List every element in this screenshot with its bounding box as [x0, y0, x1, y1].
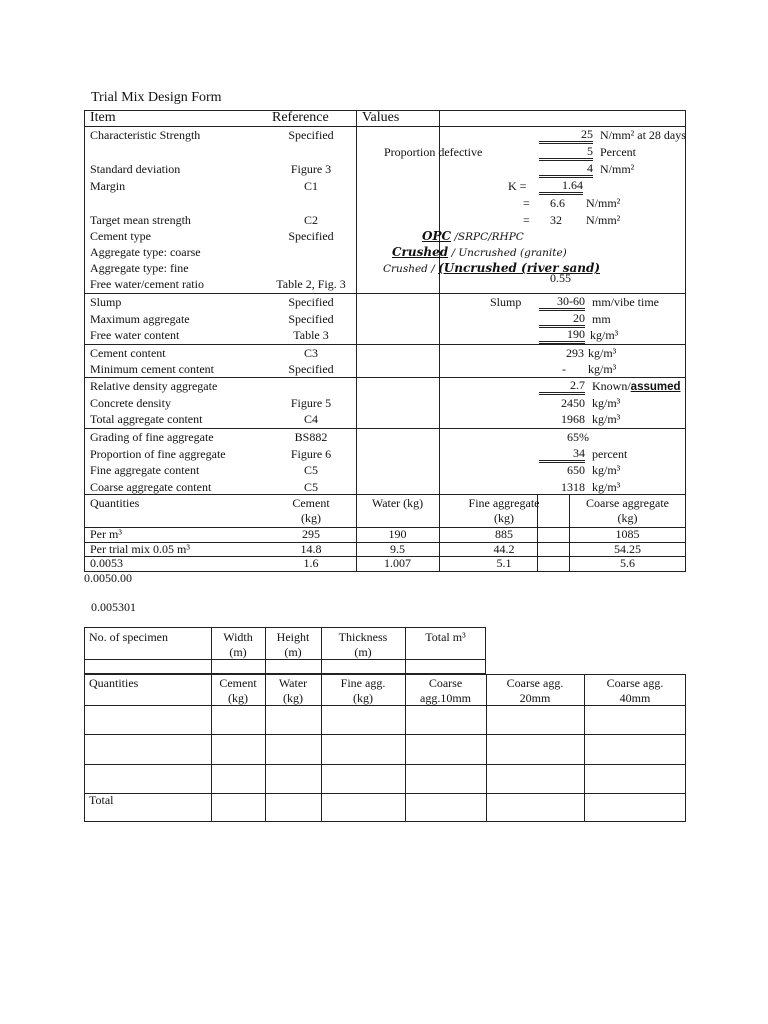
equals: =	[523, 196, 530, 210]
quantities-label: Quantities	[90, 496, 140, 510]
known-label: Known/	[592, 379, 631, 393]
col-fine-unit: (kg)	[494, 511, 514, 525]
cell-coarse: 1085	[615, 527, 640, 541]
col-coarse: Coarse aggregate	[586, 496, 669, 510]
row-margin-result	[84, 195, 686, 212]
row-cement-type	[84, 228, 686, 245]
coarse-selected: Crushed	[392, 245, 449, 259]
coarse-options: / Uncrushed (granite)	[448, 247, 567, 259]
value: 650	[567, 463, 585, 477]
cell-water: 9.5	[390, 542, 405, 556]
item-label: Proportion of fine aggregate	[90, 447, 226, 461]
fine-selected: (Uncrushed (river sand)	[438, 261, 601, 275]
item-label: Grading of fine aggregate	[90, 430, 214, 444]
no-of-specimen: No. of specimen	[89, 630, 168, 644]
col-total-m3: Total m³	[425, 630, 466, 644]
col-fine-agg-unit: (kg)	[353, 691, 373, 705]
ref-label: Table 3	[293, 328, 329, 342]
quantities-row-per-m3	[84, 527, 686, 542]
unit: kg/m³	[590, 328, 619, 342]
value: 2450	[561, 396, 585, 410]
ref-label: Figure 6	[290, 447, 332, 461]
row-margin	[84, 178, 686, 195]
row-label: Per trial mix 0.05 m³	[90, 542, 190, 556]
item-label: Total aggregate content	[90, 412, 203, 426]
col-cement: Cement	[292, 496, 330, 510]
value: 0.55	[550, 271, 571, 285]
header-values: Values	[362, 110, 400, 125]
cell-water: 1.007	[384, 556, 411, 570]
header-item: Item	[90, 110, 116, 125]
unit: kg/m³	[592, 463, 621, 477]
ref-label: C5	[303, 480, 318, 494]
ref-label: C2	[303, 213, 318, 227]
item-label: Free water content	[90, 328, 180, 342]
opc-selected: OPC	[422, 229, 452, 243]
specimen-table	[84, 627, 686, 822]
row-grading-fine	[84, 429, 686, 446]
row-concrete-density	[84, 395, 686, 412]
row-label: 0.0053	[90, 556, 123, 570]
value: 6.6	[550, 196, 565, 210]
unit: mm/vibe time	[592, 295, 659, 309]
k-value: 1.64	[539, 178, 583, 195]
cell-coarse: 54.25	[614, 542, 641, 556]
row-coarse-content	[84, 479, 686, 496]
cell-water: 190	[388, 527, 407, 541]
col-height-unit: (m)	[284, 645, 302, 659]
quantities-header	[84, 495, 686, 527]
label: Proportion defective	[384, 145, 483, 159]
header-reference: Reference	[272, 110, 329, 125]
row-characteristic-strength	[84, 127, 686, 144]
note-1: 0.0050.00	[84, 571, 132, 585]
col-water-unit: (kg)	[283, 691, 303, 705]
note-2: 0.005301	[91, 600, 136, 614]
col-coarse-40: Coarse agg.	[606, 676, 664, 690]
col-width-unit: (m)	[229, 645, 247, 659]
col-fine: Fine aggregate	[468, 496, 540, 510]
col-cement-unit: (kg)	[228, 691, 248, 705]
ref-label: Table 2, Fig. 3	[276, 277, 346, 291]
cell-fine: 44.2	[493, 542, 515, 556]
row-aggregate-coarse	[84, 244, 686, 261]
row-label: Per m³	[90, 527, 122, 541]
ref-label: C5	[303, 463, 318, 477]
row-target-mean-strength	[84, 212, 686, 229]
ref-label: Specified	[288, 312, 334, 326]
col-coarse-20: Coarse agg.	[506, 676, 564, 690]
item-label: Coarse aggregate content	[90, 480, 212, 494]
unit: kg/m³	[592, 396, 621, 410]
value: 4	[539, 161, 593, 178]
quantities-label: Quantities	[89, 676, 139, 690]
cell-cement: 14.8	[300, 542, 322, 556]
value: 190	[539, 327, 585, 344]
item-label: Aggregate type: coarse	[90, 245, 201, 259]
row-maximum-aggregate	[84, 311, 686, 328]
mix-design-table	[84, 110, 686, 572]
ref-label: Figure 3	[290, 162, 332, 176]
value: 25	[539, 127, 593, 144]
item-label: Minimum cement content	[90, 362, 214, 376]
value: 2.7	[539, 378, 585, 395]
value: 1318	[561, 480, 585, 494]
unit: N/mm²	[586, 213, 621, 227]
item-label: Target mean strength	[90, 213, 191, 227]
value: 20	[539, 311, 585, 328]
value: 5	[539, 144, 593, 161]
row-total-aggregate	[84, 411, 686, 428]
ref-label: C3	[303, 346, 318, 360]
ref-label: Specified	[288, 295, 334, 309]
row-proportion-fine	[84, 446, 686, 463]
row-free-water-content	[84, 327, 686, 344]
value: 30-60	[539, 294, 585, 311]
value: -	[562, 362, 566, 376]
unit: kg/m³	[592, 412, 621, 426]
cell-fine: 885	[495, 527, 513, 541]
ref-label: Specified	[288, 128, 334, 142]
row-standard-deviation	[84, 161, 686, 178]
col-height: Height	[276, 630, 310, 644]
row-relative-density	[84, 378, 686, 395]
ref-label: Specified	[288, 362, 334, 376]
row-fine-content	[84, 462, 686, 479]
cell-cement: 1.6	[303, 556, 319, 570]
row-free-water-cement-ratio	[84, 271, 686, 293]
assumed-selected: assumed	[630, 381, 681, 393]
cell-cement: 295	[302, 527, 320, 541]
col-water: Water (kg)	[371, 496, 424, 510]
slump-label: Slump	[490, 295, 522, 309]
col-thickness-unit: (m)	[354, 645, 372, 659]
item-label: Fine aggregate content	[90, 463, 200, 477]
unit: N/mm²	[586, 196, 621, 210]
item-label: Maximum aggregate	[90, 312, 190, 326]
item-label: Standard deviation	[90, 162, 181, 176]
unit: N/mm² at 28 days	[600, 128, 686, 142]
value: 34	[539, 446, 585, 463]
row-minimum-cement-content	[84, 361, 686, 378]
item-label: Concrete density	[90, 396, 171, 410]
unit: kg/m³	[588, 346, 617, 360]
item-label: Relative density aggregate	[90, 379, 218, 393]
fine-options: Crushed /	[383, 263, 439, 275]
ref-label: C1	[303, 179, 318, 193]
ref-label: Specified	[288, 229, 334, 243]
item-label: Characteristic Strength	[90, 128, 201, 142]
item-label: Cement content	[90, 346, 166, 360]
value: 65%	[567, 430, 589, 444]
row-proportion-defective	[84, 144, 686, 161]
item-label: Margin	[90, 179, 126, 193]
row-cement-content	[84, 345, 686, 362]
unit: Percent	[600, 145, 636, 159]
row-aggregate-fine	[84, 260, 686, 277]
total-label: Total	[89, 793, 114, 807]
ref-label: Figure 5	[290, 396, 332, 410]
cell-fine: 5.1	[496, 556, 512, 570]
cement-options: /SRPC/RHPC	[451, 231, 524, 243]
form-title: Trial Mix Design Form	[91, 90, 222, 105]
cell-coarse: 5.6	[620, 556, 635, 570]
value: 293	[566, 346, 584, 360]
col-cement: Cement	[219, 676, 257, 690]
unit: percent	[592, 447, 628, 461]
col-coarse-unit: (kg)	[617, 511, 638, 525]
item-label: Slump	[90, 295, 122, 309]
unit: mm	[592, 312, 611, 326]
k-label: K =	[508, 179, 527, 193]
col-water: Water	[278, 676, 308, 690]
item-label: Aggregate type: fine	[90, 261, 189, 275]
col-width: Width	[223, 630, 253, 644]
unit: kg/m³	[592, 480, 621, 494]
col-fine-agg: Fine agg.	[340, 676, 386, 690]
value: 32	[550, 213, 562, 227]
quantities-row-trial-mix	[84, 542, 686, 556]
col-coarse-20-size: 20mm	[519, 691, 551, 705]
unit: kg/m³	[588, 362, 617, 376]
item-label: Cement type	[90, 229, 151, 243]
col-coarse-10: Coarse	[428, 676, 463, 690]
col-thickness: Thickness	[338, 630, 388, 644]
col-coarse-10-size: agg.10mm	[420, 691, 471, 705]
value: 1968	[561, 412, 585, 426]
quantities-row-0-0053	[84, 556, 686, 571]
row-slump	[84, 294, 686, 311]
col-cement-unit: (kg)	[301, 511, 321, 525]
ref-label: BS882	[294, 430, 328, 444]
item-label: Free water/cement ratio	[90, 277, 204, 291]
col-coarse-40-size: 40mm	[619, 691, 651, 705]
equals: =	[523, 213, 530, 227]
unit: N/mm²	[600, 162, 635, 176]
ref-label: C4	[303, 412, 318, 426]
